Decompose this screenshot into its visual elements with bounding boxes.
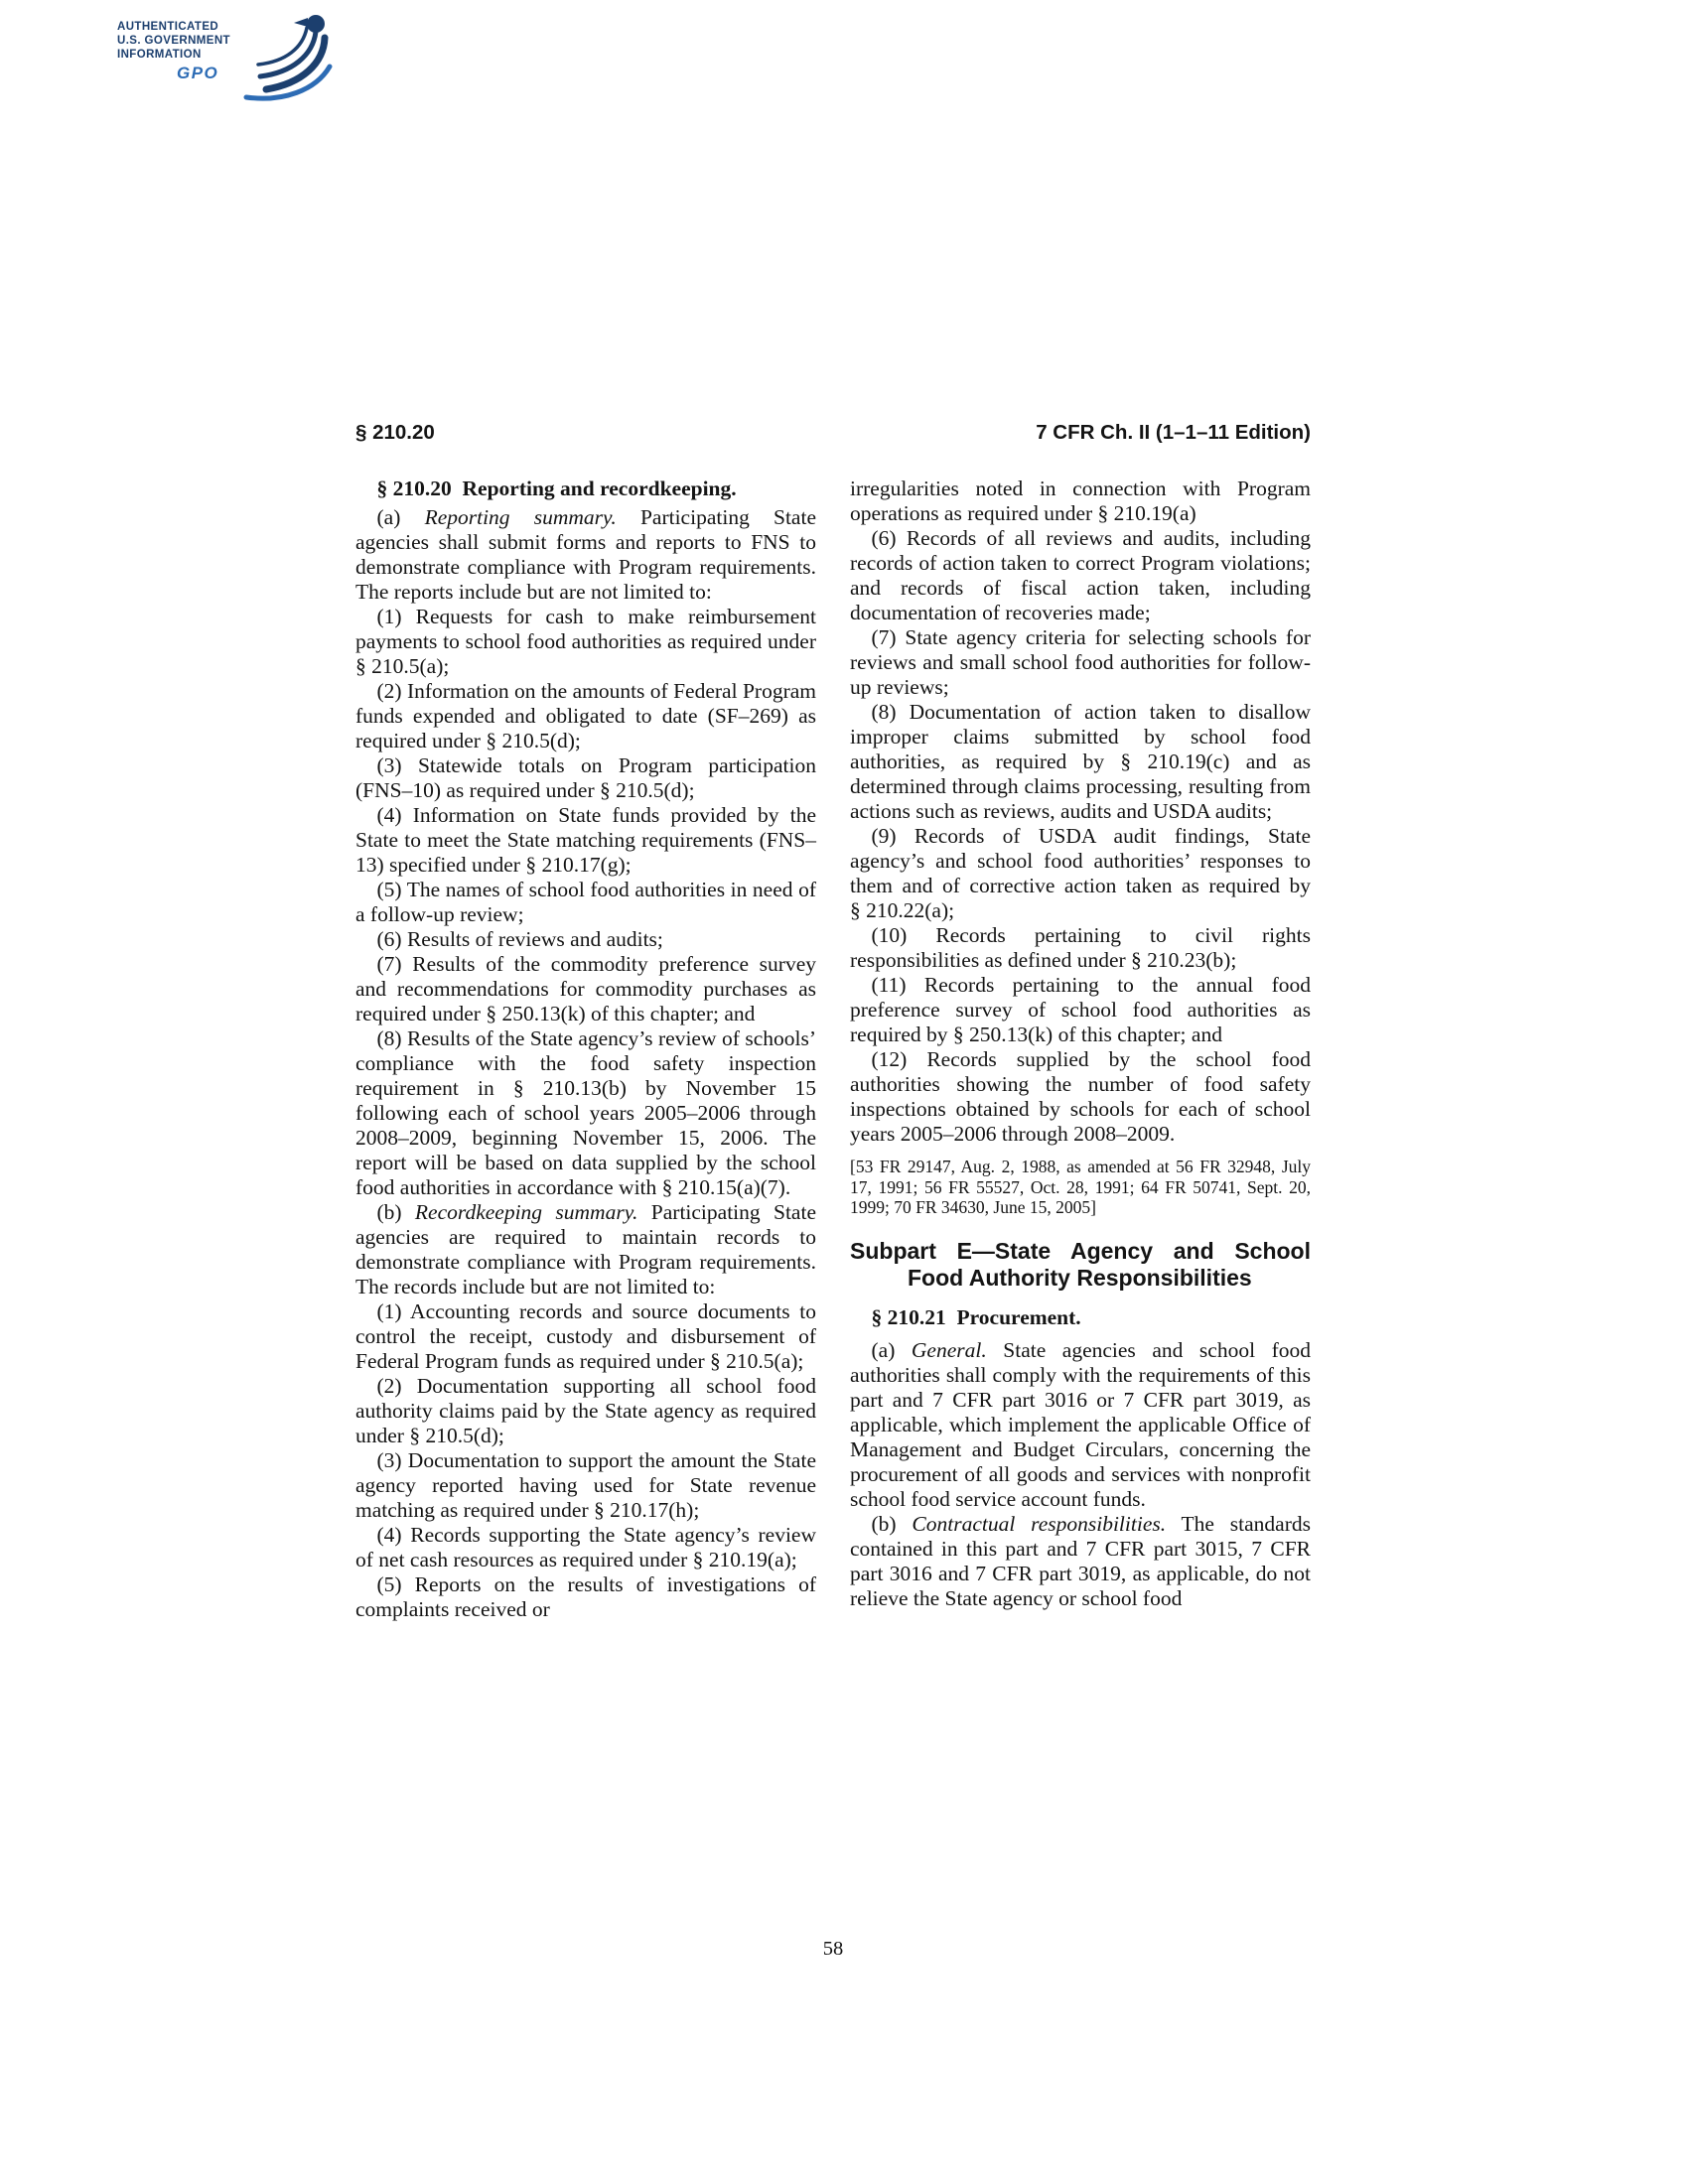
logo-line-authenticated: AUTHENTICATED <box>117 21 219 33</box>
paragraph: (2) Documentation supporting all school food authority claims paid by the State agency as required under § 210.5(d); <box>355 1374 816 1447</box>
paragraph: (5) The names of school food authorities in need of a follow-up review; <box>355 878 816 926</box>
running-head-edition: 7 CFR Ch. II (1–1–11 Edition) <box>1036 421 1311 444</box>
paragraph: (b) Contractual responsibilities. The standards contained in this part and 7 CFR part 3015, 7 CFR part 3016 and 7 CFR part 3019, as applicable, do not relieve the State agency or school food <box>850 1511 1311 1610</box>
logo-line-us-government: U.S. GOVERNMENT <box>117 35 230 47</box>
paragraph: (1) Accounting records and source documents to control the receipt, custody and disbursement of Federal Program funds as required under § 210.5(a); <box>355 1299 816 1373</box>
paragraph: (3) Documentation to support the amount the State agency reported having used for State revenue matching as required under § 210.17(h); <box>355 1448 816 1522</box>
column-left <box>355 477 816 1622</box>
source-note: [53 FR 29147, Aug. 2, 1988, as amended at 56 FR 32948, July 17, 1991; 56 FR 55527, Oct. 28, 1991; 64 FR 50741, Sept. 20, 1999; 70 FR 34630, June 15, 2005] <box>850 1157 1311 1217</box>
paragraph: (1) Requests for cash to make reimbursement payments to school food authorities as required under § 210.5(a); <box>355 605 816 678</box>
running-head-section: § 210.20 <box>355 421 435 444</box>
column-right <box>850 477 1311 1622</box>
paragraph: (3) Statewide totals on Program participation (FNS–10) as required under § 210.5(d); <box>355 753 816 802</box>
paragraph: (10) Records pertaining to civil rights responsibilities as defined under § 210.23(b); <box>850 923 1311 972</box>
eagle-icon <box>228 12 340 105</box>
paragraph: (4) Information on State funds provided by the State to meet the State matching requirements (FNS–13) specified under § 210.17(g); <box>355 803 816 877</box>
paragraph: (5) Reports on the results of investigations of complaints received or <box>355 1572 816 1621</box>
paragraph: (a) General. State agencies and school food authorities shall comply with the requirements of this part and 7 CFR part 3016 or 7 CFR part 3019, as applicable, which implement the applicable Office of Management and Budget Circulars, concerning the procurement of all goods and services with nonprofit school food service account funds. <box>850 1337 1311 1511</box>
section-heading: § 210.20 Reporting and recordkeeping. <box>376 477 737 500</box>
paragraph: (7) Results of the commodity preference survey and recommendations for commodity purchases as required under § 250.13(k) of this chapter; and <box>355 952 816 1025</box>
paragraph: (11) Records pertaining to the annual food preference survey of school food authorities as required by § 250.13(k) of this chapter; and <box>850 973 1311 1046</box>
paragraph: irregularities noted in connection with Program operations as required under § 210.19(a) <box>850 477 1311 525</box>
paragraph: (b) Recordkeeping summary. Participating State agencies are required to maintain records to demonstrate compliance with Program requirements. The records include but are not limited to: <box>355 1200 816 1298</box>
paragraph: (6) Results of reviews and audits; <box>376 927 663 951</box>
gpo-wordmark: GPO <box>177 64 219 82</box>
paragraph: (7) State agency criteria for selecting schools for reviews and small school food authorities for follow-up reviews; <box>850 625 1311 699</box>
paragraph: (a) Reporting summary. Participating State agencies shall submit forms and reports to FNS to demonstrate compliance with Program requirements. The reports include but are not limited to: <box>355 505 816 604</box>
section-heading: § 210.21 Procurement. <box>871 1304 1081 1329</box>
paragraph: (8) Documentation of action taken to disallow improper claims submitted by school food authorities, as required by § 210.19(c) and as determined through claims processing, resulting from actions such as reviews, audits and USDA audits; <box>850 700 1311 823</box>
running-head <box>355 421 1311 445</box>
paragraph: (9) Records of USDA audit findings, State agency’s and school food authorities’ responses to them and of corrective action taken as required by § 210.22(a); <box>850 824 1311 922</box>
gpo-logo <box>117 12 351 105</box>
page-number: 58 <box>822 1938 844 1960</box>
paragraph: (12) Records supplied by the school food authorities showing the number of food safety inspections obtained by schools for each of school years 2005–2006 through 2008–2009. <box>850 1047 1311 1146</box>
paragraph: (6) Records of all reviews and audits, including records of action taken to correct Program violations; and records of fiscal action taken, including documentation of recoveries made; <box>850 526 1311 624</box>
subpart-heading: Subpart E—State Agency and School Food Authority Responsibilities <box>850 1237 1311 1291</box>
paragraph: (4) Records supporting the State agency’s review of net cash resources as required under § 210.19(a); <box>355 1523 816 1571</box>
logo-text <box>117 20 230 62</box>
page-body <box>355 477 1311 1622</box>
paragraph: (2) Information on the amounts of Federal Program funds expended and obligated to date (SF–269) as required under § 210.5(d); <box>355 679 816 752</box>
logo-line-information: INFORMATION <box>117 49 202 61</box>
paragraph: (8) Results of the State agency’s review of schools’ compliance with the food safety inspection requirement in § 210.13(b) by November 15 following each of school years 2005–2006 through 2008–2009, beginning November 15, 2006. The report will be based on data supplied by the school food authorities in accordance with § 210.15(a)(7). <box>355 1026 816 1199</box>
